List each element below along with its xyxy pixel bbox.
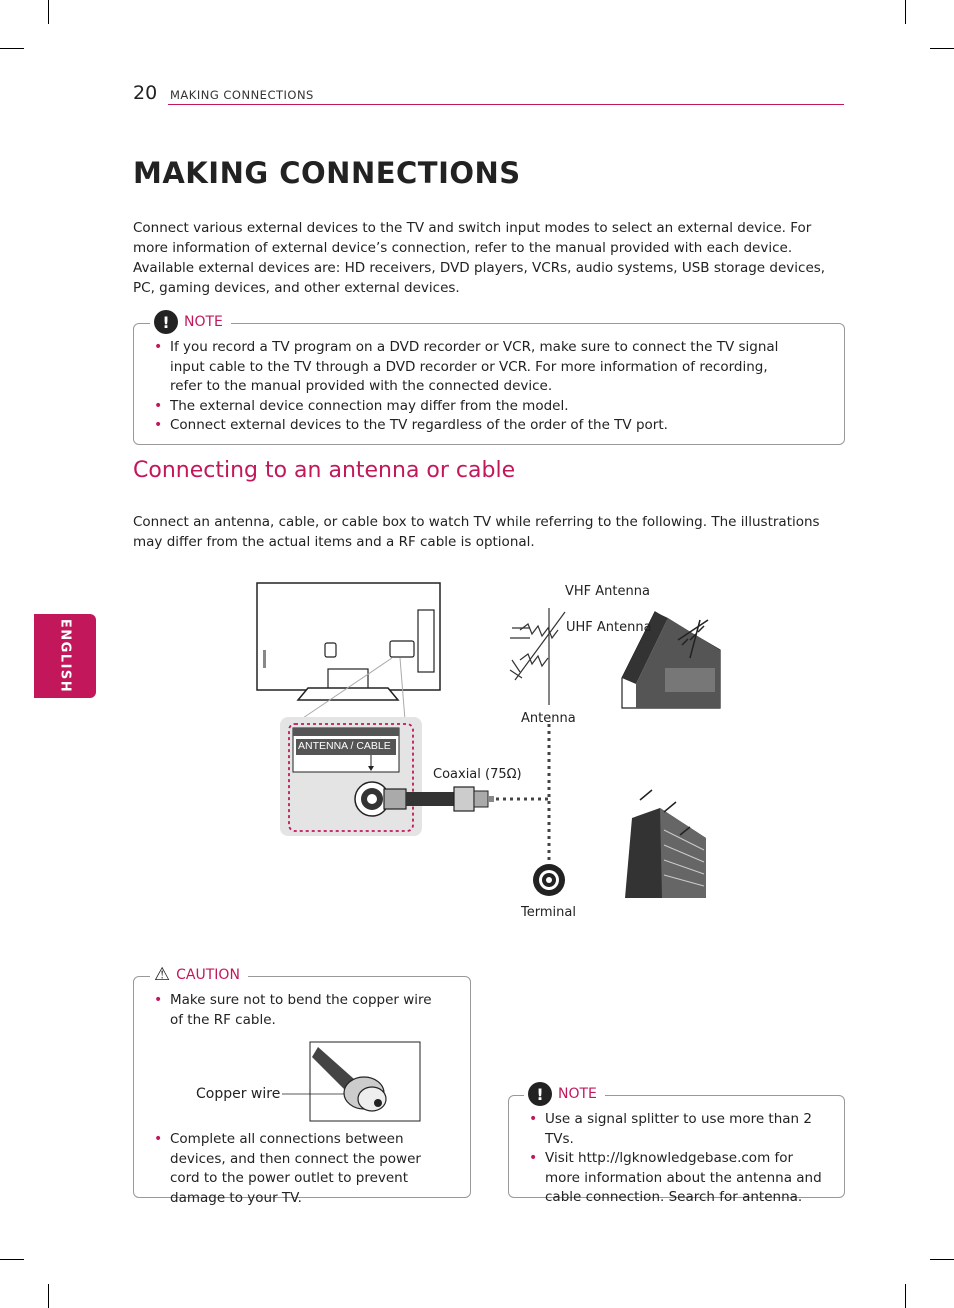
note-item: • Connect external devices to the TV regardless of the order of the TV port. — [144, 416, 804, 436]
caution-item: • Make sure not to bend the copper wire of the RF cable. — [144, 991, 444, 1030]
note-label-text: NOTE — [184, 314, 223, 330]
building-illustration — [625, 790, 706, 898]
antenna-label: Antenna — [521, 711, 576, 726]
vhf-antenna-label: VHF Antenna — [565, 584, 650, 599]
warning-triangle-icon: ⚠ — [154, 964, 171, 985]
note-label-text: NOTE — [558, 1086, 597, 1102]
note-item: • Use a signal splitter to use more than 2 TVs. — [519, 1110, 824, 1149]
note-label — [524, 1082, 605, 1106]
copper-wire-illustration — [282, 1041, 422, 1123]
port-label: ANTENNA / CABLE — [298, 740, 391, 752]
note-item: • Visit http://lgknowledgebase.com for more information about the antenna and cable connection. Search for antenna. — [519, 1149, 824, 1208]
caution-label-text: CAUTION — [176, 966, 240, 983]
coaxial-label: Coaxial (75Ω) — [433, 767, 522, 782]
intro-paragraph: Available external devices are: HD receivers, DVD players, VCRs, audio systems, USB storage devices, PC, gaming devices, and other external devices. — [133, 260, 826, 296]
page-title: MAKING CONNECTIONS — [133, 156, 521, 190]
page-number: 20 — [133, 82, 158, 104]
uhf-antenna-label: UHF Antenna — [566, 620, 652, 635]
exclamation-icon: ! — [528, 1082, 552, 1106]
note-item: • The external device connection may differ from the model. — [144, 397, 804, 417]
note-box — [508, 1095, 845, 1205]
intro-paragraph: Connect various external devices to the TV and switch input modes to select an external device. For more information of external device’s connection, refer to the manual provided with each device. — [133, 220, 812, 256]
terminal-illustration — [533, 864, 565, 896]
language-tab-label: ENGLISH — [57, 618, 73, 694]
running-header: MAKING CONNECTIONS — [170, 88, 314, 102]
caution-item: • Complete all connections between devices, and then connect the power cord to the power outlet to prevent damage to your TV. — [144, 1130, 454, 1208]
port-panel — [280, 717, 422, 836]
tv-back-illustration — [257, 583, 440, 720]
copper-wire-label: Copper wire — [196, 1086, 281, 1102]
antenna-illustration — [510, 608, 565, 705]
note-item: • If you record a TV program on a DVD recorder or VCR, make sure to connect the TV signal input cable to the TV through a DVD recorder or VCR. For more information of recording, refer to the manual provided with the connected device. — [144, 338, 804, 397]
terminal-label: Terminal — [521, 905, 576, 920]
section-text: Connect an antenna, cable, or cable box to watch TV while referring to the following. The illustrations may differ from the actual items and a RF cable is optional. — [133, 514, 820, 550]
section-heading: Connecting to an antenna or cable — [133, 458, 516, 483]
exclamation-icon: ! — [154, 310, 178, 334]
caution-label — [150, 964, 248, 985]
